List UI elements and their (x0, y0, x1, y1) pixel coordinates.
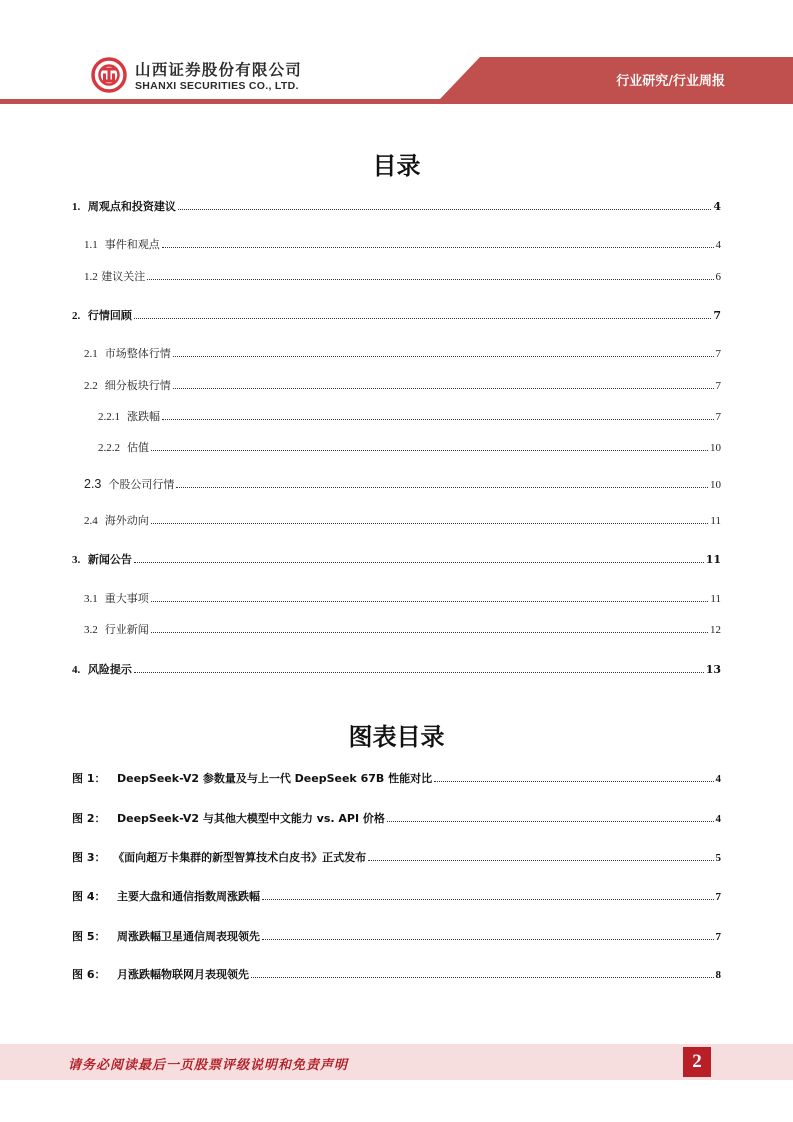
toc-entry[interactable]: 4. 风险提示 13 (72, 663, 721, 676)
toc-entry-page: 13 (705, 663, 721, 676)
figure-entry-page: 8 (715, 969, 721, 981)
toc-entry-page: 7 (715, 411, 721, 423)
figure-entry-text: DeepSeek-V2 参数量及与上一代 DeepSeek 67B 性能对比 (116, 772, 433, 785)
toc-entry-page: 10 (710, 479, 721, 491)
dot-leader (151, 601, 709, 602)
dot-leader (134, 562, 704, 563)
dot-leader (178, 209, 711, 210)
company-name-cn: 山西证券股份有限公司 (135, 61, 303, 79)
dot-leader (147, 279, 713, 280)
toc-entry[interactable]: 1. 周观点和投资建议 4 (72, 200, 721, 213)
figure-label: 图 1： (72, 772, 106, 785)
dot-leader (368, 860, 713, 861)
toc-entry-page: 7 (715, 348, 721, 360)
figure-label: 图 5： (72, 930, 106, 943)
dot-leader (262, 899, 714, 900)
figure-entry[interactable] (0, 888, 793, 906)
disclaimer-text: 请务必阅读最后一页股票评级说明和免责声明 (68, 1058, 349, 1073)
toc-entry[interactable]: 2. 行情回顾 7 (72, 309, 721, 322)
toc-entry[interactable]: 2.2 细分板块行情 7 (84, 379, 721, 392)
dot-leader (162, 419, 714, 420)
dot-leader (134, 318, 711, 319)
dot-leader (151, 450, 708, 451)
toc-entry[interactable]: 1.1 事件和观点 4 (84, 238, 721, 251)
toc-entry[interactable]: 2.2.1 涨跌幅 7 (98, 410, 721, 423)
toc-title: 目录 (372, 152, 421, 180)
toc-entry[interactable]: 1.2 建议关注 6 (84, 270, 721, 283)
dot-leader (151, 523, 709, 524)
company-name-en: SHANXI SECURITIES CO., LTD. (135, 80, 299, 92)
dot-leader (434, 781, 713, 782)
dot-leader (387, 821, 714, 822)
figure-entry-text: 主要大盘和通信指数周涨跌幅 (116, 890, 260, 903)
figure-entry-page: 7 (715, 931, 721, 943)
toc-entry[interactable]: 2.4 海外动向 11 (84, 514, 721, 527)
figure-entry[interactable] (0, 928, 793, 946)
toc-entry-page: 4 (715, 239, 721, 251)
dot-leader (173, 388, 714, 389)
toc-entry[interactable]: 3.1 重大事项 11 (84, 592, 721, 605)
report-type-label: 行业研究/行业周报 (616, 74, 725, 89)
figures-title: 图表目录 (348, 723, 445, 751)
toc-entry[interactable]: 2.3 个股公司行情 10 (84, 477, 721, 491)
figure-entry-page: 4 (715, 813, 721, 825)
toc-entry-text: 事件和观点 (104, 238, 160, 251)
figure-entry-page: 7 (715, 891, 721, 903)
dot-leader (134, 672, 704, 673)
toc-entry-page: 11 (710, 515, 721, 527)
company-logo-icon (91, 57, 127, 93)
toc-entry-text: 建议关注 (101, 270, 146, 283)
header-banner (0, 0, 793, 110)
figure-entry[interactable] (0, 966, 793, 984)
figure-entry-page: 4 (715, 773, 721, 785)
toc-entry-page: 7 (713, 309, 721, 322)
toc-entry-page: 7 (715, 380, 721, 392)
toc-entry-text: 市场整体行情 (104, 347, 171, 360)
figure-entry-text: 周涨跌幅卫星通信周表现领先 (116, 930, 260, 943)
toc-entry-text: 行业新闻 (104, 623, 149, 636)
toc-entry-page: 4 (713, 200, 721, 213)
toc-entry-text: 海外动向 (104, 514, 149, 527)
dot-leader (176, 487, 708, 488)
dot-leader (262, 939, 714, 940)
toc-entry-text: 行情回顾 (87, 309, 132, 322)
page-number: 2 (683, 1047, 711, 1077)
toc-entry-text: 风险提示 (87, 663, 132, 676)
figure-label: 图 3： (72, 851, 106, 864)
toc-entry-page: 11 (705, 553, 721, 566)
figure-entry[interactable] (0, 770, 793, 788)
figure-entry-text: 《面向超万卡集群的新型智算技术白皮书》正式发布 (113, 851, 367, 864)
toc-entry-page: 12 (710, 624, 721, 636)
dot-leader (251, 977, 714, 978)
toc-entry-page: 11 (710, 593, 721, 605)
dot-leader (173, 356, 714, 357)
toc-entry-text: 涨跌幅 (127, 410, 160, 423)
figure-label: 图 2： (72, 812, 106, 825)
toc-entry-page: 6 (715, 271, 721, 283)
figure-label: 图 6： (72, 968, 106, 981)
page-header (0, 0, 793, 110)
dot-leader (162, 247, 714, 248)
toc-entry[interactable]: 3.2 行业新闻 12 (84, 623, 721, 636)
toc-entry-text: 新闻公告 (87, 553, 132, 566)
toc-entry-text: 估值 (127, 441, 149, 454)
toc-entry-text: 重大事项 (104, 592, 149, 605)
dot-leader (151, 632, 708, 633)
figure-label: 图 4： (72, 890, 106, 903)
toc-entry[interactable]: 2.1 市场整体行情 7 (84, 347, 721, 360)
figure-entry-text: 月涨跌幅物联网月表现领先 (116, 968, 249, 981)
figure-entry[interactable] (0, 849, 793, 867)
toc-entry-text: 个股公司行情 (108, 478, 175, 491)
figure-entry-page: 5 (715, 852, 721, 864)
figure-entry[interactable] (0, 810, 793, 828)
toc-entry[interactable]: 3. 新闻公告 11 (72, 553, 721, 566)
toc-entry-page: 10 (710, 442, 721, 454)
figure-entry-text: DeepSeek-V2 与其他大模型中文能力 vs. API 价格 (116, 812, 385, 825)
toc-entry-text: 周观点和投资建议 (87, 200, 176, 213)
toc-entry[interactable]: 2.2.2 估值 10 (98, 441, 721, 454)
toc-entry-text: 细分板块行情 (104, 379, 171, 392)
